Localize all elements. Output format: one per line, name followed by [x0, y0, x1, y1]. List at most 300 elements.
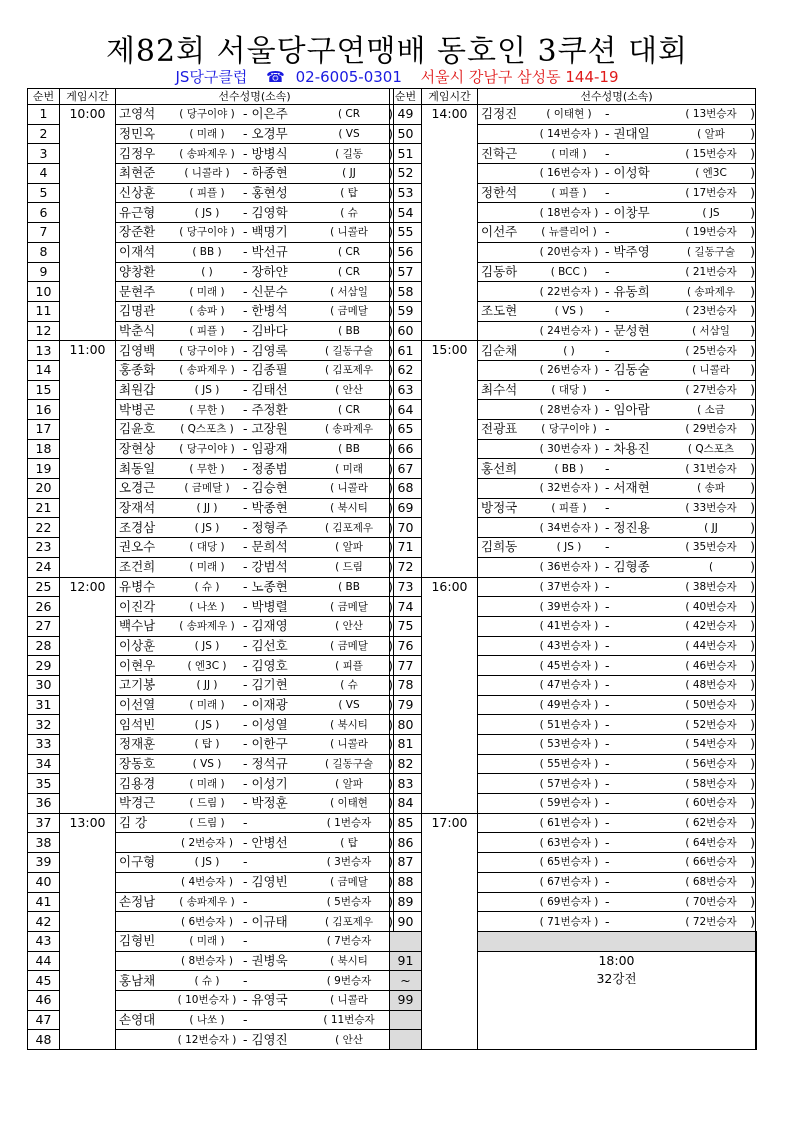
player1-name: 정한석 — [481, 185, 518, 201]
row-number: 13 — [28, 341, 60, 361]
player1-club: JS — [202, 206, 212, 219]
table-row — [28, 341, 394, 361]
player1-name: 고영석 — [119, 106, 156, 122]
close-paren: ) — [388, 598, 393, 614]
table-row — [28, 105, 394, 125]
player2-club: JS — [709, 206, 720, 219]
close-paren: ) — [388, 815, 393, 831]
player2-club: 17번승자 — [692, 187, 737, 200]
players-cell — [116, 203, 394, 223]
players-cell — [478, 400, 756, 420]
player2-name-wrap: - 박병렬 — [243, 598, 288, 614]
row-number: 23 — [28, 538, 60, 558]
player2-club-wrap: ( 29번승자 — [685, 423, 737, 436]
player1-name: 홍남채 — [119, 972, 156, 988]
player2-name-wrap: - 문성현 — [605, 322, 650, 338]
match-entry — [481, 676, 755, 694]
close-paren: ) — [388, 303, 393, 319]
player2-name: 정석규 — [251, 756, 288, 772]
match-entry — [119, 775, 393, 793]
player1-club: 송파제우 — [186, 895, 228, 908]
players-cell — [478, 735, 756, 755]
close-paren: ) — [750, 480, 755, 496]
player2-name-wrap: - 안병선 — [243, 834, 288, 850]
player2-club: 72번승자 — [692, 915, 737, 928]
player2-club: 탑 — [347, 187, 358, 200]
player2-name-wrap: - — [605, 696, 610, 712]
players-cell — [478, 892, 756, 912]
player1-club: 32번승자 — [547, 482, 591, 495]
player2-name: 문성현 — [613, 322, 650, 338]
match-entry — [481, 735, 755, 753]
player2-club: 슈 — [347, 679, 358, 692]
player2-club: 드림 — [342, 561, 363, 574]
row-number: 24 — [28, 557, 60, 577]
close-paren: ) — [750, 834, 755, 850]
players-cell — [478, 636, 756, 656]
player2-club: 길동구술 — [694, 246, 735, 259]
row-number: 12 — [28, 321, 60, 341]
player1-club-wrap: ( 금메달 ) — [184, 482, 230, 495]
player2-club-wrap: ( 금메달 — [330, 600, 368, 613]
match-entry — [119, 578, 393, 596]
player2-club: Q스포츠 — [695, 443, 735, 456]
player2-club-wrap: ( 60번승자 — [685, 797, 737, 810]
player1-club-wrap: ( 53번승자 ) — [539, 738, 599, 751]
player1-name: 최현준 — [119, 165, 156, 181]
players-cell — [116, 813, 394, 833]
player1-name: 홍종화 — [119, 362, 156, 378]
player2-name-wrap: - 유동희 — [605, 283, 650, 299]
players-cell — [756, 951, 757, 971]
player1-club-wrap: ( 51번승자 ) — [539, 718, 599, 731]
player1-club-wrap: ( JS ) — [556, 541, 582, 554]
player2-name: 이성열 — [251, 716, 288, 732]
player2-name-wrap: - 이창무 — [605, 204, 650, 220]
row-number: 79 — [390, 695, 422, 715]
row-number: 5 — [28, 183, 60, 203]
player2-name: 노종현 — [251, 578, 288, 594]
players-cell — [116, 459, 394, 479]
player2-club-wrap: ( 33번승자 — [685, 502, 737, 515]
match-entry — [119, 637, 393, 655]
row-number — [390, 1030, 422, 1050]
players-cell — [116, 656, 394, 676]
close-paren: ) — [388, 460, 393, 476]
player2-club-wrap: ( 19번승자 — [685, 226, 737, 239]
player1-name: 김동하 — [481, 263, 518, 279]
row-number: 71 — [390, 538, 422, 558]
players-cell — [478, 479, 756, 499]
player1-club: 피플 — [558, 187, 580, 200]
players-cell — [478, 833, 756, 853]
row-number: 28 — [28, 636, 60, 656]
close-paren: ) — [750, 874, 755, 890]
player1-club: 43번승자 — [547, 639, 591, 652]
players-cell — [116, 183, 394, 203]
close-paren: ) — [388, 696, 393, 712]
player1-club: 34번승자 — [547, 521, 591, 534]
match-entry — [481, 164, 755, 182]
row-number: 55 — [390, 223, 422, 243]
match-entry — [481, 913, 755, 931]
players-cell — [116, 498, 394, 518]
player2-club-wrap: ( 54번승자 — [685, 738, 737, 751]
player1-name: 고기봉 — [119, 677, 156, 693]
player2-name: 정진용 — [613, 519, 650, 535]
player2-name-wrap: - 이한구 — [243, 736, 288, 752]
close-paren: ) — [388, 657, 393, 673]
row-number: 17 — [28, 420, 60, 440]
player2-club-wrap: ( 김포제우 — [324, 364, 373, 377]
match-entry — [481, 598, 755, 616]
row-number: 67 — [390, 459, 422, 479]
player2-name-wrap: - 김영록 — [243, 342, 288, 358]
player2-club: 5번승자 — [334, 895, 372, 908]
player1-club: 미래 — [558, 147, 580, 160]
player1-club: 송파제우 — [186, 620, 228, 633]
row-number: 61 — [390, 341, 422, 361]
player1-club: JS — [564, 541, 574, 554]
player1-club-wrap: ( 미래 ) — [189, 285, 225, 298]
player2-club-wrap: ( JS — [702, 206, 720, 219]
player2-name-wrap: - 박선규 — [243, 244, 288, 260]
close-paren: ) — [388, 736, 393, 752]
player1-club-wrap: ( 당구이야 ) — [179, 108, 235, 121]
table-header-row — [390, 89, 757, 105]
players-cell — [116, 321, 394, 341]
player1-club: 드림 — [196, 797, 218, 810]
row-number: 42 — [28, 912, 60, 932]
player2-name: 김영록 — [251, 342, 288, 358]
player2-club: 북시티 — [337, 718, 368, 731]
player2-name: 박선규 — [251, 244, 288, 260]
row-number: 18 — [28, 439, 60, 459]
match-entry — [119, 519, 393, 537]
match-entry — [481, 657, 755, 675]
player1-name: 김형빈 — [119, 933, 156, 949]
row-number: 26 — [28, 597, 60, 617]
close-paren: ) — [388, 244, 393, 260]
player2-club-wrap: ( 김포제우 — [324, 521, 373, 534]
page-title: 제82회 서울당구연맹배 동호인 3쿠션 대회 — [105, 34, 689, 69]
player2-club-wrap: ( 68번승자 — [685, 876, 737, 889]
player2-name: 한병석 — [251, 303, 288, 319]
match-entry — [481, 479, 755, 497]
match-entry — [119, 893, 393, 911]
match-entry — [481, 578, 755, 596]
player2-club: 9번승자 — [334, 974, 372, 987]
players-cell — [478, 597, 756, 617]
player1-club: 20번승자 — [547, 246, 591, 259]
header-num: 순번 — [390, 89, 422, 105]
player2-name: 이은주 — [251, 106, 288, 122]
player1-club: VS — [200, 758, 214, 771]
player1-club-wrap: ( JJ ) — [196, 502, 218, 515]
row-number: 25 — [28, 577, 60, 597]
row-number: 4 — [28, 164, 60, 184]
player2-club: 안산 — [342, 383, 363, 396]
player1-club: 당구이야 — [186, 226, 228, 239]
player2-name-wrap: - 김기현 — [243, 677, 288, 693]
player1-name: 이선열 — [119, 696, 156, 712]
match-entry — [481, 302, 755, 320]
player1-club: 슈 — [201, 580, 213, 593]
row-number: 54 — [390, 203, 422, 223]
player2-club: 60번승자 — [692, 797, 737, 810]
close-paren: ) — [388, 716, 393, 732]
players-cell — [116, 164, 394, 184]
player1-club: BB — [199, 246, 215, 259]
player2-club: 소금 — [704, 403, 725, 416]
player1-club: 미래 — [196, 777, 218, 790]
player2-name-wrap: - — [243, 893, 248, 909]
players-cell — [478, 301, 756, 321]
player2-club: 송파 — [704, 482, 725, 495]
player2-name: 하종현 — [251, 165, 288, 181]
player2-club: 62번승자 — [692, 817, 737, 830]
players-cell — [478, 754, 756, 774]
player2-club: 금메달 — [337, 876, 368, 889]
player2-club-wrap: ( 21번승자 — [685, 265, 737, 278]
players-cell — [116, 262, 394, 282]
player1-club-wrap: ( 28번승자 ) — [539, 403, 599, 416]
player1-name: 조건희 — [119, 559, 156, 575]
player2-club-wrap: ( CR — [337, 108, 361, 121]
player2-club-wrap: ( VS — [338, 698, 360, 711]
close-paren: ) — [750, 775, 755, 791]
close-paren: ) — [750, 559, 755, 575]
match-entry — [119, 913, 393, 931]
player2-name: 유영국 — [251, 992, 288, 1008]
row-number: 3 — [28, 144, 60, 164]
row-number: 41 — [28, 892, 60, 912]
player2-name-wrap: - — [605, 381, 610, 397]
close-paren: ) — [750, 815, 755, 831]
player2-name: 이성학 — [613, 165, 650, 181]
player2-name-wrap: - 이성열 — [243, 716, 288, 732]
row-number: 45 — [28, 971, 60, 991]
row-number — [390, 1010, 422, 1030]
player1-club-wrap: ( 나쏘 ) — [189, 1013, 225, 1026]
player2-name: 오경무 — [251, 126, 288, 142]
game-time: 16:00 — [422, 577, 478, 813]
final-time-cell — [478, 951, 756, 1049]
close-paren: ) — [388, 421, 393, 437]
player2-club-wrap: ( 64번승자 — [685, 836, 737, 849]
players-cell — [478, 813, 756, 833]
table-row — [390, 577, 757, 597]
player2-name-wrap: - — [605, 677, 610, 693]
close-paren: ) — [750, 618, 755, 634]
player1-club: 니콜라 — [191, 167, 223, 180]
player2-club-wrap: ( 길동구술 — [324, 758, 373, 771]
player1-club: 뉴클리어 — [548, 226, 590, 239]
player1-club-wrap: ( 엔3C ) — [187, 659, 227, 672]
player1-club: 18번승자 — [547, 206, 591, 219]
row-number: 27 — [28, 616, 60, 636]
match-entry — [119, 302, 393, 320]
close-paren: ) — [388, 381, 393, 397]
player1-club-wrap: ( 69번승자 ) — [539, 895, 599, 908]
player1-name: 신상훈 — [119, 185, 156, 201]
player2-name-wrap: - 차용진 — [605, 441, 650, 457]
player1-club: 6번승자 — [188, 915, 226, 928]
close-paren: ) — [388, 637, 393, 653]
player2-name: 김선호 — [251, 637, 288, 653]
match-entry — [481, 381, 755, 399]
match-entry — [481, 558, 755, 576]
player2-name: 김영호 — [251, 657, 288, 673]
match-entry — [481, 105, 755, 123]
player1-name: 이상훈 — [119, 637, 156, 653]
close-paren: ) — [388, 893, 393, 909]
player2-name-wrap: - — [605, 756, 610, 772]
player2-club: 엔3C — [702, 167, 727, 180]
player2-club-wrap: ( 50번승자 — [685, 698, 737, 711]
header-players: 선수성명(소속) — [478, 89, 756, 105]
player2-name-wrap: - 김영호 — [243, 657, 288, 673]
players-cell — [478, 144, 756, 164]
player1-club: VS — [562, 305, 576, 318]
player1-name: 양창환 — [119, 263, 156, 279]
row-number: 58 — [390, 282, 422, 302]
player1-club-wrap: ( 이태현 ) — [546, 108, 592, 121]
close-paren: ) — [388, 204, 393, 220]
player1-name: 이진각 — [119, 598, 156, 614]
player2-club-wrap: ( 슈 — [340, 206, 358, 219]
player2-name-wrap: - 정종범 — [243, 460, 288, 476]
close-paren: ) — [750, 795, 755, 811]
player2-name: 권병욱 — [251, 952, 288, 968]
players-cell — [478, 321, 756, 341]
match-entry — [119, 873, 393, 891]
player2-club-wrap: ( 70번승자 — [685, 895, 737, 908]
player2-name-wrap: - 한병석 — [243, 303, 288, 319]
player2-club-wrap: ( CR — [337, 265, 361, 278]
player2-club-wrap: ( 길동 — [335, 147, 363, 160]
player2-name-wrap: - — [605, 539, 610, 555]
player2-name: 문희석 — [251, 539, 288, 555]
player1-club: 드림 — [196, 817, 218, 830]
player1-club-wrap: ( 26번승자 ) — [539, 364, 599, 377]
player2-club-wrap: ( 북시티 — [330, 502, 368, 515]
players-cell — [478, 616, 756, 636]
player1-club: 무한 — [196, 403, 218, 416]
row-number: 34 — [28, 754, 60, 774]
close-paren: ) — [388, 578, 393, 594]
row-number — [390, 931, 422, 951]
row-number: 50 — [390, 124, 422, 144]
player2-name: 이창무 — [613, 204, 650, 220]
player1-club-wrap: ( 미래 ) — [189, 561, 225, 574]
match-entry — [119, 440, 393, 458]
close-paren: ) — [750, 342, 755, 358]
player1-club-wrap: ( 미래 ) — [189, 128, 225, 141]
player2-club: 안산 — [342, 620, 363, 633]
row-number: ~ — [390, 971, 422, 991]
player2-name-wrap: - — [605, 342, 610, 358]
player1-club-wrap: ( 63번승자 ) — [539, 836, 599, 849]
player1-club-wrap: ( 65번승자 ) — [539, 856, 599, 869]
player2-club-wrap: ( 길동구술 — [324, 344, 373, 357]
close-paren: ) — [750, 578, 755, 594]
close-paren: ) — [388, 874, 393, 890]
players-cell — [116, 715, 394, 735]
row-number: 11 — [28, 301, 60, 321]
player2-club: CR — [345, 246, 361, 259]
match-entry — [119, 499, 393, 517]
close-paren: ) — [388, 756, 393, 772]
close-paren: ) — [388, 559, 393, 575]
player1-club-wrap: ( 18번승자 ) — [539, 206, 599, 219]
player2-name-wrap: - 김영학 — [243, 204, 288, 220]
player2-club-wrap: ( 북시티 — [330, 954, 368, 967]
player2-club-wrap: ( 35번승자 — [685, 541, 737, 554]
player1-club-wrap: ( 14번승자 ) — [539, 128, 599, 141]
player2-name-wrap: - — [605, 224, 610, 240]
match-entry — [481, 814, 755, 832]
player1-club: 이태현 — [553, 108, 585, 121]
player2-club: 북시티 — [337, 502, 368, 515]
close-paren: ) — [388, 539, 393, 555]
player1-name: 박병곤 — [119, 401, 156, 417]
player2-name-wrap: - — [605, 913, 610, 929]
player2-club-wrap: ( 40번승자 — [685, 600, 737, 613]
player2-club: 46번승자 — [692, 659, 737, 672]
player2-club: 안산 — [342, 1033, 363, 1046]
players-cell — [478, 420, 756, 440]
close-paren: ) — [388, 618, 393, 634]
player1-club-wrap: ( 30번승자 ) — [539, 443, 599, 456]
players-cell — [478, 459, 756, 479]
player1-club-wrap: ( 슈 ) — [194, 580, 220, 593]
players-cell — [478, 498, 756, 518]
player2-club: 54번승자 — [692, 738, 737, 751]
player2-club-wrap: ( 니콜라 — [692, 364, 730, 377]
row-number: 90 — [390, 912, 422, 932]
player2-name-wrap: - 이성학 — [605, 165, 650, 181]
player1-club-wrap: ( 49번승자 ) — [539, 698, 599, 711]
row-number: 75 — [390, 616, 422, 636]
match-entry — [119, 479, 393, 497]
player1-name: 최동일 — [119, 460, 156, 476]
row-number: 65 — [390, 420, 422, 440]
close-paren: ) — [388, 283, 393, 299]
close-paren: ) — [388, 322, 393, 338]
row-number: 20 — [28, 479, 60, 499]
player1-club-wrap: ( 10번승자 ) — [177, 994, 237, 1007]
players-cell — [116, 360, 394, 380]
player1-club-wrap: ( ) — [201, 265, 213, 278]
player1-club-wrap: ( 슈 ) — [194, 974, 220, 987]
player1-name: 전광표 — [481, 421, 518, 437]
players-cell — [478, 853, 756, 873]
player1-name: 장현상 — [119, 441, 156, 457]
player2-name: 김기현 — [251, 677, 288, 693]
player2-name-wrap: - 주정환 — [243, 401, 288, 417]
player2-club-wrap: ( 탑 — [340, 187, 358, 200]
player1-club-wrap: ( 나쏘 ) — [189, 600, 225, 613]
row-number: 40 — [28, 872, 60, 892]
player1-club-wrap: ( 37번승자 ) — [539, 580, 599, 593]
player2-name-wrap: - — [605, 618, 610, 634]
players-cell — [116, 1010, 394, 1030]
row-number: 19 — [28, 459, 60, 479]
players-cell — [478, 439, 756, 459]
player2-club-wrap: ( 서삼일 — [692, 324, 730, 337]
match-entry — [119, 204, 393, 222]
